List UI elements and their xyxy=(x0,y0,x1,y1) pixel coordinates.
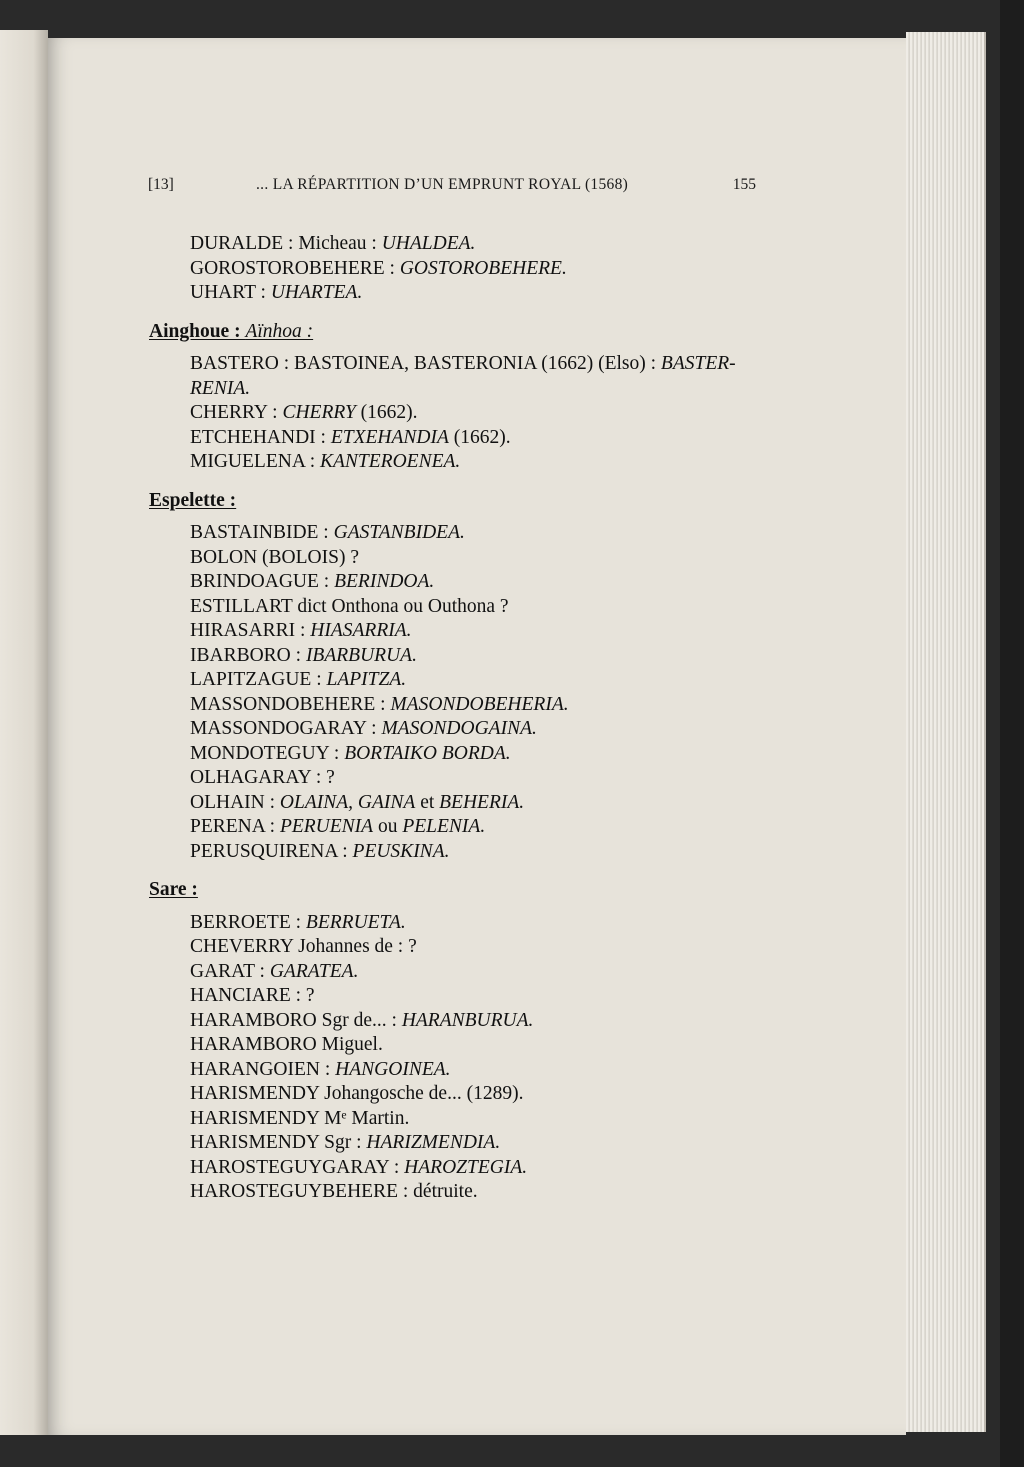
section-entries xyxy=(190,911,768,1205)
basque-name: HARIZMENDIA. xyxy=(366,1132,501,1153)
list-item xyxy=(190,426,768,451)
list-item xyxy=(190,450,768,475)
section-entries xyxy=(190,352,768,475)
basque-name: OLAINA, GAINA xyxy=(279,791,416,813)
basque-name: GASTANBIDEA. xyxy=(333,522,465,543)
entry-text: HARANGOIEN : xyxy=(190,1058,336,1080)
basque-name: UHALDEA. xyxy=(381,233,476,254)
list-item xyxy=(190,595,768,620)
list-item xyxy=(190,644,768,669)
list-item xyxy=(190,960,768,985)
list-item xyxy=(190,521,768,546)
list-item xyxy=(190,935,768,960)
basque-name: BASTER-RENIA. xyxy=(190,353,736,399)
entry-text: MONDOTEGUY : xyxy=(190,742,345,764)
section-title xyxy=(149,489,768,514)
section-place-name: Aïnhoa : xyxy=(245,320,314,342)
running-title: ... LA RÉPARTITION D’UN EMPRUNT ROYAL (1568) xyxy=(256,176,629,193)
page-number: 155 xyxy=(732,176,756,193)
basque-name: HAROZTEGIA. xyxy=(404,1156,528,1178)
list-item xyxy=(190,1180,768,1205)
section-title xyxy=(149,878,768,903)
section-title xyxy=(149,320,768,345)
entry-text: BRINDOAGUE : xyxy=(190,571,335,592)
entry-text: BASTAINBIDE : xyxy=(190,522,334,543)
basque-name: GARATEA. xyxy=(269,960,359,982)
basque-name: BEHERIA. xyxy=(439,791,525,813)
entry-text: HANCIARE : ? xyxy=(190,985,315,1006)
entry-text: CHERRY : xyxy=(190,402,283,423)
basque-name: ETXEHANDIA xyxy=(330,426,449,448)
section-entries xyxy=(190,521,768,864)
list-item xyxy=(190,791,768,816)
section-title-text: Ainghoue : xyxy=(149,320,246,342)
scan-background xyxy=(1000,0,1024,1467)
basque-name: BERINDOA. xyxy=(334,571,435,592)
basque-name: IBARBURUA. xyxy=(305,644,417,666)
entry-text: MIGUELENA : xyxy=(190,451,320,472)
page-stack-edges xyxy=(906,32,986,1432)
entry-text: MASSONDOGARAY : xyxy=(190,718,382,739)
entry-text: (1662). xyxy=(448,426,511,448)
entry-text: HARISMENDY Sgr : xyxy=(190,1132,367,1153)
list-item xyxy=(190,257,768,282)
entry-text: PERENA : xyxy=(190,816,280,837)
list-item xyxy=(190,1156,768,1181)
entry-text: HARISMENDY Mᵉ Martin. xyxy=(190,1107,410,1129)
entry-text: GOROSTOROBEHERE : xyxy=(190,257,400,279)
entry-text: DURALDE : Micheau : xyxy=(190,233,382,254)
basque-name: PEUSKINA. xyxy=(352,840,450,862)
list-item xyxy=(190,911,768,936)
entry-text: ou xyxy=(373,816,403,837)
entry-text: et xyxy=(415,791,440,813)
entry-text: CHEVERRY Johannes de : ? xyxy=(190,936,417,957)
entry-text: (1662). xyxy=(355,402,418,423)
list-item xyxy=(190,984,768,1009)
list-item xyxy=(190,840,768,865)
entry-text: HAROSTEGUYBEHERE : détruite. xyxy=(190,1181,478,1202)
basque-name: HANGOINEA. xyxy=(335,1058,451,1080)
list-item xyxy=(190,668,768,693)
section-title-text: Espelette : xyxy=(149,489,237,511)
entry-text: BERROETE : xyxy=(190,911,306,933)
page-reference: [13] xyxy=(148,176,174,193)
sections xyxy=(148,320,768,1205)
entry-text: LAPITZAGUE : xyxy=(190,669,327,690)
entry-text: ETCHEHANDI : xyxy=(190,426,331,448)
entry-text: BOLON (BOLOIS) ? xyxy=(190,546,359,568)
entry-text: IBARBORO : xyxy=(190,644,306,666)
list-item xyxy=(190,546,768,571)
list-item xyxy=(190,619,768,644)
list-item xyxy=(190,281,768,306)
basque-name: PELENIA. xyxy=(402,816,486,837)
entry-text: HIRASARRI : xyxy=(190,620,311,641)
list-item xyxy=(190,1058,768,1083)
basque-name: BERRUETA. xyxy=(305,911,406,933)
list-item xyxy=(190,1107,768,1132)
entry-text: OLHAGARAY : ? xyxy=(190,767,335,788)
entry-text: UHART : xyxy=(190,282,271,303)
list-item xyxy=(190,570,768,595)
list-item xyxy=(190,1033,768,1058)
entry-text: HARAMBORO Miguel. xyxy=(190,1034,383,1055)
entry-text: HARAMBORO Sgr de... : xyxy=(190,1009,402,1031)
intro-entries xyxy=(190,232,768,306)
list-item xyxy=(190,766,768,791)
section-title-text: Sare : xyxy=(149,879,198,900)
basque-name: HARANBURUA. xyxy=(401,1009,534,1031)
entry-text: ESTILLART dict Onthona ou Outhona ? xyxy=(190,595,509,617)
list-item xyxy=(190,1009,768,1034)
basque-name: CHERRY xyxy=(282,402,356,423)
left-page-edge xyxy=(0,30,48,1435)
running-header xyxy=(148,176,756,198)
list-item xyxy=(190,742,768,767)
entry-text: MASSONDOBEHERE : xyxy=(190,693,391,715)
basque-name: UHARTEA. xyxy=(270,282,363,303)
page-body xyxy=(148,232,768,1205)
list-item xyxy=(190,693,768,718)
basque-name: BORTAIKO BORDA. xyxy=(344,742,511,764)
entry-text: BASTERO : BASTOINEA, BASTERONIA (1662) (Elso) : xyxy=(190,353,661,374)
entry-text: OLHAIN : xyxy=(190,791,280,813)
list-item xyxy=(190,232,768,257)
basque-name: LAPITZA. xyxy=(326,669,407,690)
entry-text: HARISMENDY Johangosche de... (1289). xyxy=(190,1083,524,1104)
list-item xyxy=(190,815,768,840)
entry-text: GARAT : xyxy=(190,960,270,982)
basque-name: MASONDOGAINA. xyxy=(381,718,537,739)
basque-name: HIASARRIA. xyxy=(310,620,412,641)
list-item xyxy=(190,401,768,426)
basque-name: KANTEROENEA. xyxy=(320,451,461,472)
list-item xyxy=(190,1131,768,1156)
entry-text: HAROSTEGUYGARAY : xyxy=(190,1156,405,1178)
list-item xyxy=(190,352,765,401)
list-item xyxy=(190,717,768,742)
entry-text: PERUSQUIRENA : xyxy=(190,840,353,862)
basque-name: GOSTOROBEHERE. xyxy=(399,257,567,279)
basque-name: PERUENIA xyxy=(279,816,374,837)
list-item xyxy=(190,1082,768,1107)
basque-name: MASONDOBEHERIA. xyxy=(390,693,569,715)
